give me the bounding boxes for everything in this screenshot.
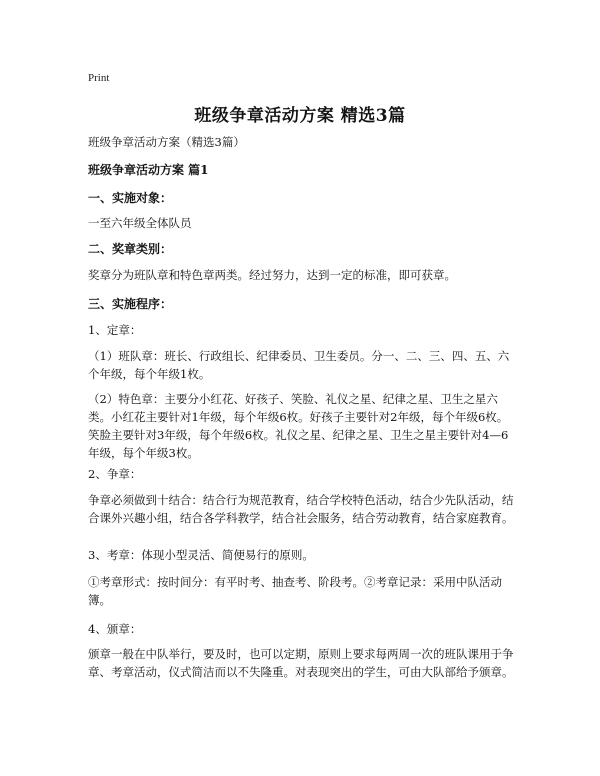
heading-medal-types: 二、奖章类别： (88, 242, 173, 256)
paragraph-assess: ①考章形式：按时间分：有平时考、抽查考、阶段考。②考章记录：采用中队活动簿。 (88, 575, 502, 607)
paragraph-special-medal: （2）特色章：主要分小红花、好孩子、笑脸、礼仪之星、纪律之星、卫生之星六类。小红花主要针对1年级，每个年级6枚。好孩子主要针对2年级，每个年级6枚。笑脸主要针对3年级，每个年级6枚。礼仪之星、纪律之星、卫生之星主要针对4—6年级，每个年级3枚。 (88, 392, 509, 460)
step-assess: 3、考章：体现小型灵活、简便易行的原则。 (88, 548, 314, 562)
paragraph-class-medal: （1）班队章：班长、行政组长、纪律委员、卫生委员。分一、二、三、四、五、六个年级，每个年级1枚。 (88, 349, 510, 381)
document-title: 班级争章活动方案 精选3篇 (194, 106, 406, 126)
paragraph-award: 颁章一般在中队举行，要及时，也可以定期，原则上要求每两周一次的班队课用于争章、考章活动，仪式简洁而以不失隆重。对表现突出的学生，可由大队部给予颁章。 (88, 647, 514, 679)
document-subtitle: 班级争章活动方案（精选3篇） (88, 135, 245, 149)
print-label[interactable]: Print (88, 72, 110, 84)
paragraph-target: 一至六年级全体队员 (88, 216, 192, 230)
paragraph-compete: 争章必须做到十结合：结合行为规范教育，结合学校特色活动，结合少先队活动，结合课外兴趣小组，结合各学科教学，结合社会服务，结合劳动教育，结合家庭教育。 (88, 493, 514, 525)
section-title: 班级争章活动方案 篇1 (88, 163, 209, 177)
step-compete: 2、争章： (88, 467, 142, 481)
step-award: 4、颁章： (88, 622, 142, 636)
step-define: 1、定章： (88, 323, 142, 337)
heading-target: 一、实施对象： (88, 191, 173, 205)
paragraph-medal-types: 奖章分为班队章和特色章两类。经过努力，达到一定的标准，即可获章。 (88, 268, 456, 282)
heading-procedure: 三、实施程序： (88, 297, 173, 311)
